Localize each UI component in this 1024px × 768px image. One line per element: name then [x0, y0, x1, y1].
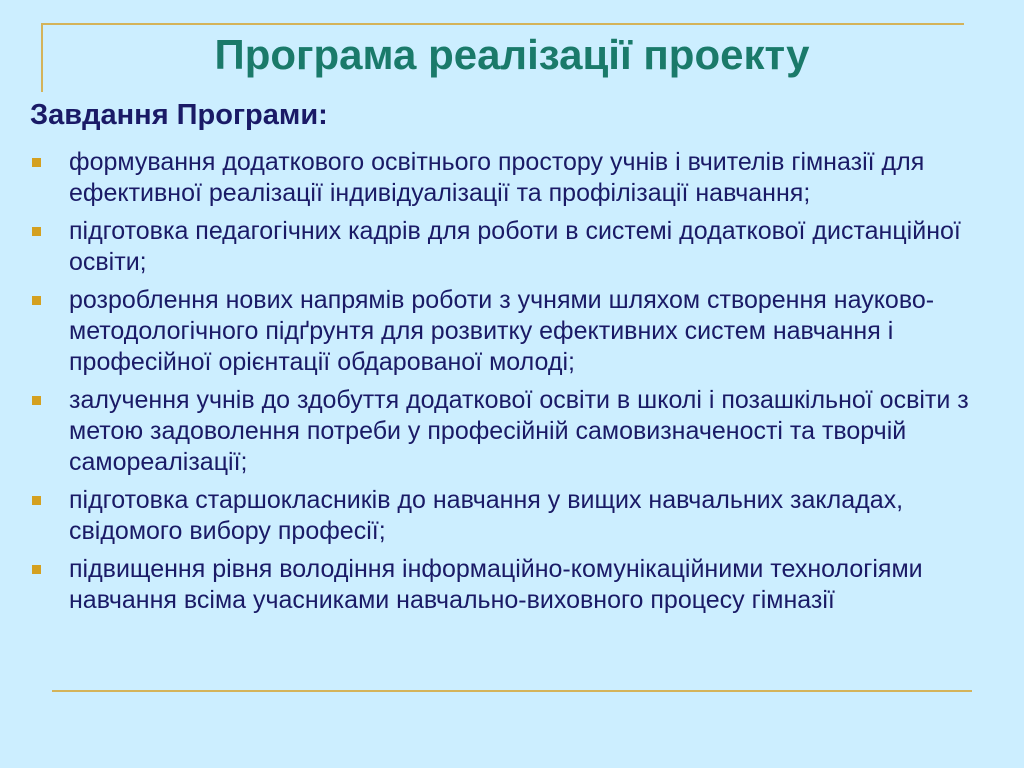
list-item [30, 147, 1005, 209]
list-item-text: залучення учнів до здобуття додаткової освіти в школі і позашкільної освіти з метою задоволення потреби у професійній самовизначеності та творчій самореалізації; [69, 386, 969, 476]
list-item-text: розроблення нових напрямів роботи з учнями шляхом створення науково-методологічного підґрунтя для розвитку ефективних систем навчання і професійної орієнтації обдарованої молоді; [69, 286, 935, 376]
square-bullet-icon [32, 565, 41, 574]
top-decorative-rule [41, 23, 964, 25]
list-item-text: підготовка старшокласників до навчання у вищих навчальних закладах, свідомого вибору професії; [69, 486, 904, 545]
section-heading: Завдання Програми: [30, 99, 328, 131]
list-item [30, 216, 1005, 278]
square-bullet-icon [32, 496, 41, 505]
slide-title: Програма реалізації проекту [214, 31, 810, 78]
list-item [30, 385, 1005, 478]
square-bullet-icon [32, 396, 41, 405]
list-item [30, 485, 1005, 547]
list-item-text: підвищення рівня володіння інформаційно-комунікаційними технологіями навчання всіма учасниками навчально-виховного процесу гімназії [69, 555, 923, 614]
list-item [30, 554, 1005, 616]
list-item-text: формування додаткового освітнього простору учнів і вчителів гімназії для ефективної реалізації індивідуалізації та профілізації навчання; [69, 148, 925, 207]
list-item-text: підготовка педагогічних кадрів для роботи в системі додаткової дистанційної освіти; [69, 217, 961, 276]
task-list [30, 147, 1005, 623]
square-bullet-icon [32, 296, 41, 305]
square-bullet-icon [32, 227, 41, 236]
bottom-decorative-rule [52, 690, 972, 692]
square-bullet-icon [32, 158, 41, 167]
list-item [30, 285, 1005, 378]
